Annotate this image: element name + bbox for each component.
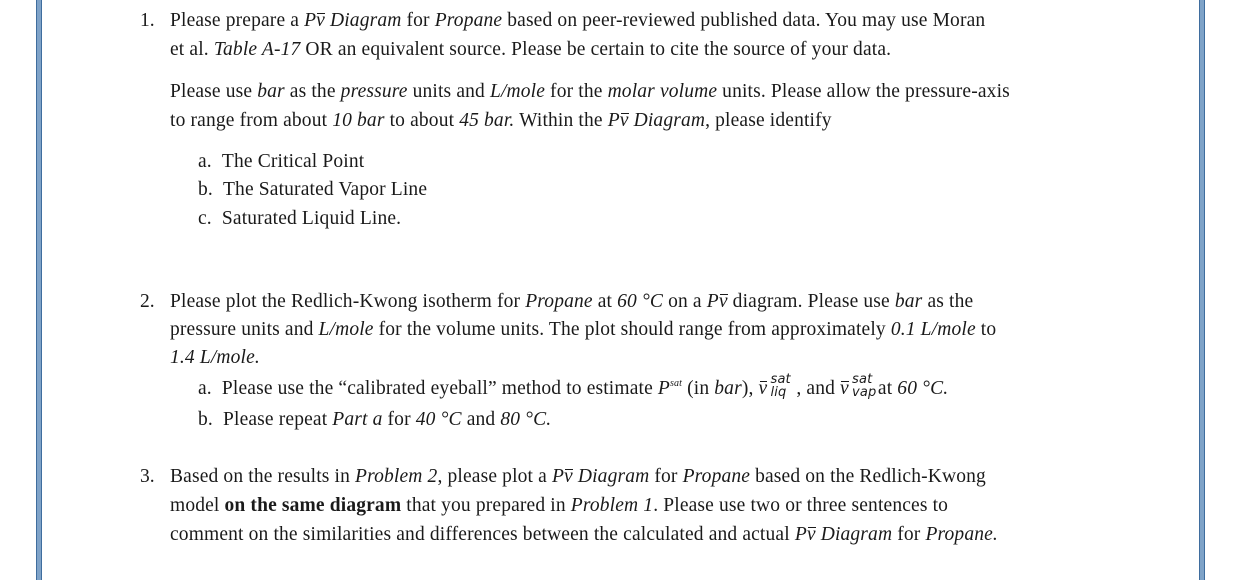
v-bar-symbol: v <box>564 466 573 487</box>
v-bar-symbol: v <box>806 524 816 545</box>
problem-3-line-1: Based on the results in Problem 2, please plot a Pv Diagram for Propane based on the Redlich-Kwong <box>170 466 986 487</box>
v-bar-symbol: v <box>718 291 728 312</box>
list-item-text: Saturated Liquid Line. <box>221 208 402 229</box>
v-bar-symbol: v <box>316 10 325 31</box>
list-item: b. Please repeat Part a for 40 °C and 80 °C. <box>198 409 552 430</box>
problem-number: 2. <box>140 291 155 312</box>
right-page-border <box>1199 0 1205 580</box>
problem-1-line-2: et al. Table A-17 OR an equivalent source. Please be certain to cite the source of your data. <box>170 39 892 60</box>
list-item-label: b. <box>198 409 213 430</box>
problem-number: 3. <box>140 466 155 487</box>
list-item-label: c. <box>198 208 212 229</box>
v-liq-sat-symbol: v sat liq <box>758 372 791 400</box>
problem-number: 1. <box>140 10 155 31</box>
problem-1-line-4: to range from about 10 bar to about 45 bar. Within the Pv Diagram, please identify <box>170 110 832 131</box>
v-bar-symbol: v <box>619 110 629 131</box>
problem-1-line-3: Please use bar as the pressure units and L/mole for the molar volume units. Please allow the pressure-axis <box>170 81 1010 102</box>
list-item <box>198 179 427 201</box>
list-item-label: b. <box>198 179 213 200</box>
problem-3-line-3: comment on the similarities and differences between the calculated and actual Pv Diagram for Propane. <box>170 524 998 545</box>
list-item: a. Please use the “calibrated eyeball” method to estimate $P^{sat}$ (in bar), v sat liq , and v sat vap at 60 °C. <box>198 372 949 400</box>
v-vap-sat-symbol: v sat vap <box>840 372 877 400</box>
list-item-label: a. <box>198 378 212 399</box>
problem-3-line-2: model on the same diagram that you prepared in Problem 1. Please use two or three sentences to <box>170 495 949 516</box>
list-item <box>198 151 364 173</box>
problem-2-line-2: pressure units and L/mole for the volume units. The plot should range from approximately 0.1 L/mole to <box>170 319 997 340</box>
list-item-label: a. <box>198 151 212 172</box>
problem-2-line-1: Please plot the Redlich-Kwong isotherm for Propane at 60 °C on a Pv diagram. Please use bar as the <box>170 291 974 312</box>
list-item <box>198 208 401 230</box>
list-item-text: The Critical Point <box>221 151 365 172</box>
problem-2-line-3: 1.4 L/mole. <box>170 347 260 368</box>
document-page <box>42 0 1199 580</box>
list-item-text: The Saturated Vapor Line <box>223 179 428 200</box>
problem-1-line-1: Please prepare a Pv Diagram for Propane based on peer-reviewed published data. You may use Moran <box>170 10 986 31</box>
